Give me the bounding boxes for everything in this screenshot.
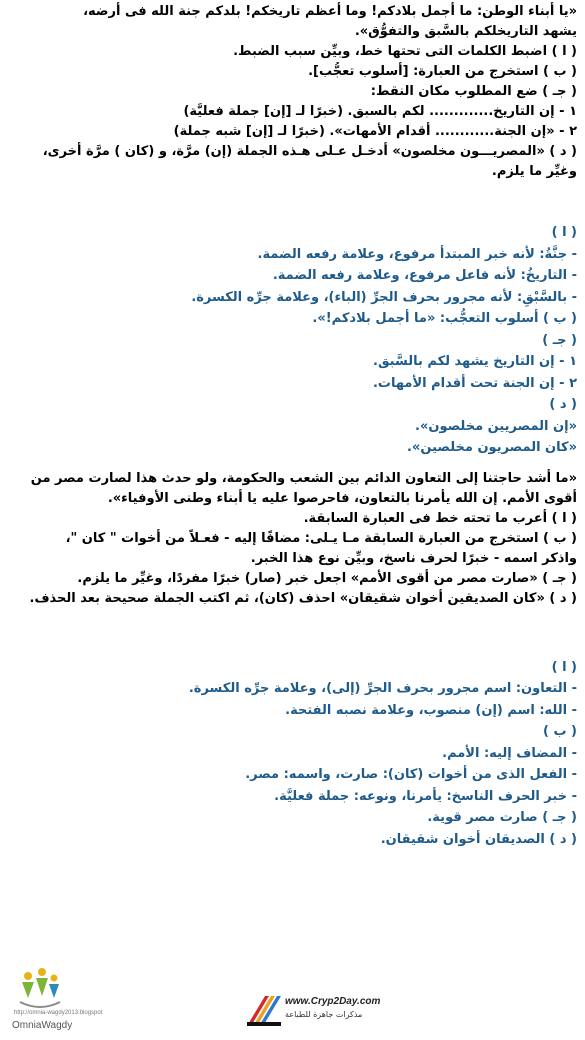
people-logo-icon: [10, 962, 70, 1010]
answer-line: ( ب ) أسلوب التعجُّب: «ما أجمل بلادكم!».: [312, 311, 577, 326]
answer-line: - الفعل الذى من أخوات (كان): صارت، واسمه: مصر.: [245, 767, 577, 782]
answer-line: ( ا ): [551, 225, 577, 240]
answer-2-block: [8, 657, 577, 851]
answer-line: ٢ - إن الجنة تحت أقدام الأمهات.: [372, 375, 577, 391]
footer: [0, 962, 585, 1040]
question-line: ( ا ) اضبط الكلمات التى تحتها خط، وبيِّن سبب الضبط.: [233, 44, 577, 59]
answer-line: ( جـ ) صارت مصر قوية.: [427, 810, 577, 825]
question-line: ٢ - «إن الجنة............ أقدام الأمهات». (خبرًا لـ [إن] شبه جملة): [173, 124, 577, 139]
answer-line: ( د ) الصديقان أخوان شقيقان.: [380, 831, 577, 847]
question-line: ١ - إن التاريخ............. لكم بالسبق. (خبرًا لـ [إن] جملة فعليَّة): [183, 104, 577, 119]
question-line: ( د ) «كان الصديقين أخوان شقيقان» احذف (كان)، ثم اكتب الجملة صحيحة بعد الحذف.: [29, 590, 577, 606]
question-line: واذكر اسمه - خبرًا لحرف ناسخ، وبيِّن نوع هذا الخبر.: [250, 550, 577, 566]
answer-line: ( ا ): [551, 659, 577, 675]
document-page: [8, 2, 577, 850]
answer-line: - خبر الحرف الناسخ: يأمرنا، ونوعه: جملة فعليَّة.: [274, 788, 577, 804]
answer-line: - التاريخُ: لأنه فاعل مرفوع، وعلامة رفعه الضمة.: [272, 268, 577, 283]
answer-line: ( د ): [549, 397, 577, 412]
question-line: ( ب ) استخرج من العبارة السابقة مـا يـلى: مضافًا إليه - فعـلاً من أخوات " كان "،: [65, 530, 577, 546]
question-line: «يا أبناء الوطن: ما أجمل بلادكم! وما أعظم تاريخكم! بلدكم جنة الله فى أرضه،: [83, 4, 577, 19]
question-1-block: [8, 2, 577, 182]
question-line: ( جـ ) ضع المطلوب مكان النقط:: [370, 84, 577, 99]
answer-1-block: [8, 222, 577, 459]
blog-url: http://omnia-wagdy2013.blogspot: [14, 1010, 103, 1016]
stripes-logo-icon: [245, 992, 283, 1030]
question-line: ( د ) «المصريـــون مخلصون» أدخـل عـلى هـذه الجملة (إن) مرَّة، و (كان ) مرَّة أخرى،: [42, 144, 577, 159]
answer-line: - التعاون: اسم مجرور بحرف الجرِّ (إلى)، وعلامة جرِّه الكسرة.: [188, 681, 577, 696]
question-line: ( جـ ) «صارت مصر من أقوى الأمم» اجعل خبر (صار) خبرًا مفردًا، وغيِّر ما يلزم.: [77, 570, 577, 586]
question-line: وغيِّر ما يلزم.: [491, 164, 577, 179]
answer-line: «كان المصريون مخلصين».: [407, 440, 577, 455]
author-name: OmniaWagdy: [12, 1020, 73, 1031]
answer-line: - بالسَّبْقِ: لأنه مجرور بحرف الجرِّ (الباء)، وعلامة جرِّه الكسرة.: [191, 289, 577, 305]
answer-line: ( جـ ): [542, 332, 577, 348]
answer-line: - جنَّةُ: لأنه خبر المبتدأ مرفوع، وعلامة رفعه الضمة.: [257, 246, 577, 262]
omnia-wagdy-logo: [10, 962, 103, 1032]
answer-line: - الله: اسم (إن) منصوب، وعلامة نصبه الفتحة.: [285, 702, 577, 718]
question-line: أقوى الأمم. إن الله يأمرنا بالتعاون، فاحرصوا عليه يا أبناء وطنى الأوفياء».: [107, 490, 577, 506]
site-tagline: مذكرات جاهزة للطباعة: [285, 1010, 363, 1019]
question-2-block: [8, 469, 577, 609]
question-line: ( ا ) أعرب ما تحته خط فى العبارة السابقة.: [303, 510, 577, 526]
cryp2day-logo: [245, 992, 395, 1032]
answer-line: «إن المصريين مخلصون».: [415, 418, 577, 434]
answer-line: - المضاف إليه: الأمم.: [442, 745, 577, 761]
site-url: www.Cryp2Day.com: [285, 996, 381, 1007]
question-line: «ما أشد حاجتنا إلى التعاون الدائم بين الشعب والحكومة، ولو حدث هذا لصارت مصر من: [30, 470, 577, 486]
question-line: ( ب ) استخرج من العبارة: [أسلوب تعجُّب].: [308, 64, 577, 79]
answer-line: ( ب ): [543, 724, 577, 739]
answer-line: ١ - إن التاريخ يشهد لكم بالسَّبق.: [373, 354, 577, 369]
question-line: يشهد التاريخلكم بالسَّبق والتفوُّق».: [354, 24, 577, 39]
